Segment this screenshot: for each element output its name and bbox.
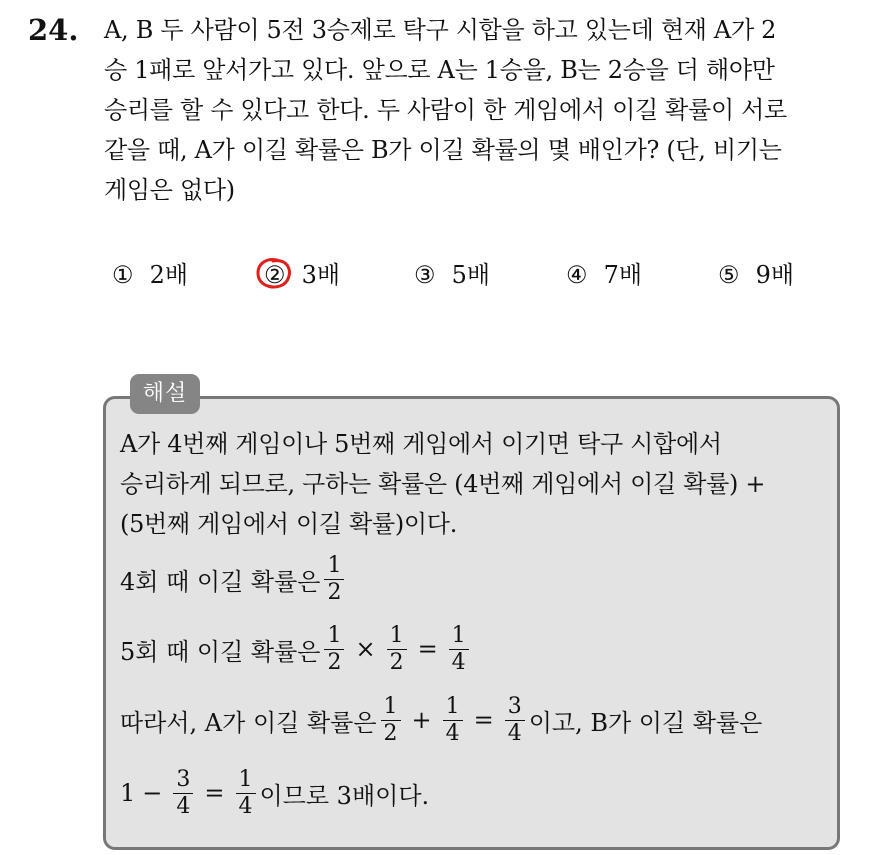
fraction [449, 623, 469, 676]
numerator: 1 [449, 623, 469, 650]
operator: + [411, 706, 432, 734]
choice-marker: ③ [414, 261, 436, 289]
choice-label: 2배 [149, 261, 189, 289]
choice-5[interactable] [718, 255, 794, 295]
choice-marker-selected [264, 255, 294, 295]
denominator: 2 [389, 649, 404, 675]
solution-tag: 해설 [130, 374, 200, 414]
choice-marker: ① [112, 261, 134, 289]
solution-content [120, 424, 830, 830]
operator: × [355, 635, 376, 663]
choice-marker: ② [264, 261, 286, 289]
question-text [104, 10, 879, 210]
answer-circle-mark-icon [255, 257, 293, 291]
numerator: 1 [381, 694, 401, 721]
math-number: 1 [120, 779, 136, 807]
solution-math-line-4 [120, 756, 830, 830]
operator: = [473, 706, 494, 734]
denominator: 4 [451, 649, 466, 675]
numerator: 1 [236, 767, 256, 794]
solution-math-line-1 [120, 544, 830, 614]
question-line: 승 1패로 앞서가고 있다. 앞으로 A는 1승을, B는 2승을 더 해야만 [104, 56, 775, 84]
denominator: 4 [176, 793, 191, 819]
denominator: 2 [327, 579, 342, 605]
fraction [443, 694, 463, 747]
fraction [381, 694, 401, 747]
choice-label: 3배 [301, 261, 341, 289]
operator: = [417, 635, 438, 663]
operator: − [142, 779, 163, 807]
fraction [387, 623, 407, 676]
math-text: 5회 때 이길 확률은 [120, 637, 321, 666]
denominator: 4 [445, 720, 460, 746]
choice-1[interactable] [112, 255, 188, 295]
solution-line: A가 4번째 게임이나 5번째 게임에서 이기면 탁구 시합에서 [120, 430, 722, 458]
choice-marker: ⑤ [718, 261, 740, 289]
question-line: 승리를 할 수 있다고 한다. 두 사람이 한 게임에서 이길 확률이 서로 [104, 96, 787, 124]
math-text: 4회 때 이길 확률은 [120, 567, 321, 596]
solution-line: 승리하게 되므로, 구하는 확률은 (4번째 게임에서 이길 확률) + [120, 470, 766, 498]
solution-line: (5번째 게임에서 이길 확률)이다. [120, 510, 458, 538]
fraction [236, 767, 256, 820]
choice-label: 7배 [603, 261, 643, 289]
answer-choices [112, 255, 832, 295]
choice-4[interactable] [566, 255, 642, 295]
solution-math-line-3 [120, 684, 830, 756]
numerator: 1 [324, 553, 344, 580]
numerator: 1 [443, 694, 463, 721]
question-line: A, B 두 사람이 5전 3승제로 탁구 시합을 하고 있는데 현재 A가 2 [104, 16, 777, 44]
question-line: 같을 때, A가 이길 확률은 B가 이길 확률의 몇 배인가? (단, 비기는 [104, 136, 782, 164]
fraction [505, 694, 525, 747]
choice-label: 9배 [755, 261, 795, 289]
choice-label: 5배 [451, 261, 491, 289]
denominator: 2 [327, 649, 342, 675]
fraction [324, 623, 344, 676]
denominator: 4 [507, 720, 522, 746]
math-text: 따라서, A가 이길 확률은 [120, 708, 377, 737]
question-line: 게임은 없다) [104, 176, 235, 204]
numerator: 1 [387, 623, 407, 650]
fraction [173, 767, 193, 820]
numerator: 3 [173, 767, 193, 794]
operator: = [204, 779, 225, 807]
choice-3[interactable] [414, 255, 490, 295]
math-text: 이고, B가 이길 확률은 [528, 708, 763, 737]
math-text: 이므로 3배이다. [259, 781, 430, 810]
question-number: 24. [28, 13, 79, 47]
choice-2[interactable] [264, 255, 340, 295]
denominator: 4 [238, 793, 253, 819]
circle-stroke [258, 260, 289, 287]
choice-marker: ④ [566, 261, 588, 289]
numerator: 1 [324, 623, 344, 650]
numerator: 3 [505, 694, 525, 721]
denominator: 2 [383, 720, 398, 746]
fraction [324, 553, 344, 606]
solution-math-line-2 [120, 614, 830, 684]
